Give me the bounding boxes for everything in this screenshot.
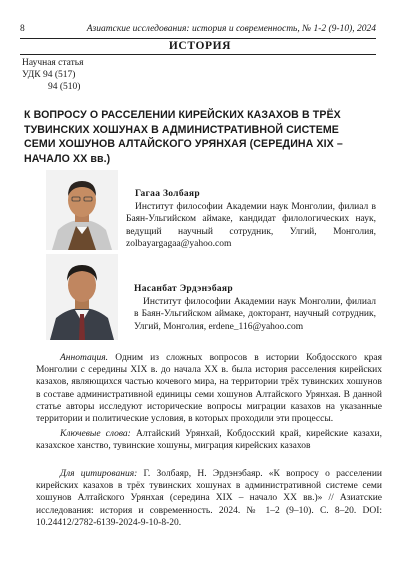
section-title: ИСТОРИЯ [168,40,232,52]
author-affiliation-1: Институт философии Академии наук Монголии, филиал в Баян-Ульгийском аймаке, кандидат филологических наук, ведущий научный сотрудник, Улгий, Монголия, zolbayargagaa@yahoo.com [126,201,376,249]
citation-text: Г. Золбаяр, Н. Эрдэнэбаяр. «К вопросу о расселении кирейских казахов в трёх тувинских хошунах в административной системе семи хошунов Алтайского Урянхая (середина XIX – начало XX вв.)» // Азиатские исследования: история и современность. 2024. № 1–2 (9–10). С. 8–20. DOI: 10.24412/2782-6139-2024-9-10-8-20. [36,469,383,528]
journal-name: Азиатские исследования: история и современность, № 1-2 (9-10), 2024 [86,24,376,34]
author-name-1: Гагаа Золбаяр [135,189,200,199]
citation [36,468,382,529]
abstract-text: Одним из сложных вопросов в истории Кобдосского края Монголии с середины XIX в. до начала XX в. была история расселения кирейских казахов, являющихся частью кочевого мира, на территории трёх тувинских хошунов в составе административной единицы семи хошунов Алтайского Урянхая. В данной статье авторы исследуют исторические вопросы миграции казахов на указанные территории и политические условия, в которых проходили эти процессы. [36,353,383,425]
article-title: К ВОПРОСУ О РАССЕЛЕНИИ КИРЕЙСКИХ КАЗАХОВ В ТРЁХ ТУВИНСКИХ ХОШУНАХ В АДМИНИСТРАТИВНОЙ СИСТЕМЕ СЕМИ ХОШУНОВ АЛТАЙСКОГО УРЯНХАЯ (СЕРЕДИНА XIX – НАЧАЛО XX вв.) [24,109,343,165]
author-portrait-1 [46,170,118,250]
article-meta [22,57,83,93]
keywords [36,428,382,452]
citation-label: Для цитирования: [60,469,138,479]
author-block-2 [134,283,376,333]
udk-code: УДК 94 (517) [22,70,76,80]
abstract-label: Аннотация. [60,353,108,363]
abstract [36,352,382,425]
author-photo-2 [46,254,118,340]
author-affiliation-2: Институт философии Академии наук Монголии, филиал в Баян-Ульгийском аймаке, докторант, научный сотрудник, Улгий, Монголия, erdene_116@yahoo.com [134,296,376,332]
article-type: Научная статья [22,58,84,68]
running-head [20,23,376,35]
author-block-1 [126,188,376,251]
author-portrait-2 [46,254,118,340]
author-name-2: Насанбат Эрдэнэбаяр [134,284,233,294]
header-rule-bottom [20,54,376,55]
page-number: 8 [20,24,25,34]
keywords-text: Алтайский Урянхай, Кобдосский край, кирейские казахи, казахское ханство, тувинские хошуны, миграция кирейских казахов [36,429,382,452]
keywords-label: Ключевые слова: [60,429,131,439]
udk-code-secondary: 94 (510) [48,82,81,92]
author-photo-1 [46,170,118,250]
